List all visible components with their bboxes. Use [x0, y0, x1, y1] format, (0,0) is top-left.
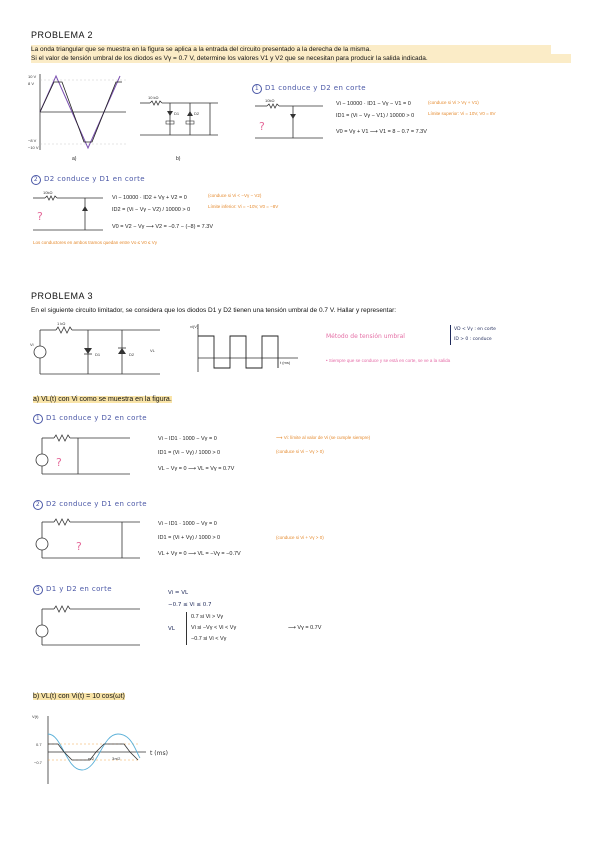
- p2-case1-note1: (conduce si Vi > Vγ + V1): [428, 100, 479, 105]
- method-note: • Siempre que se conduce y se está en corte, se ve a la salida: [326, 358, 451, 363]
- p2-case2-eq1: Vi − 10000 · ID2 + Vγ + V2 = 0: [112, 195, 187, 201]
- part-b-text: b) VL(t) con Vi(t) = 10 cos(ωt): [33, 693, 125, 700]
- p3-case3-piece1: 0.7 si Vi > Vγ: [191, 614, 224, 620]
- p2-case2-note1: (conduce si Vi < −Vγ − V2): [208, 193, 262, 198]
- limiter-vi-label: Vi: [30, 342, 34, 347]
- limiter-r-label: 1 kΩ: [57, 321, 66, 326]
- problema2-title: PROBLEMA 2: [31, 30, 94, 40]
- p3-case3-piecewise: [186, 612, 236, 645]
- part-a-text: a) VL(t) con Vi como se muestra en la figura.: [33, 396, 172, 403]
- p2-case2-note2: Límite inferior: Vi = −10V, V0 = −8V: [208, 204, 279, 209]
- method-rules: [450, 325, 496, 345]
- svg-text:?: ?: [76, 540, 82, 553]
- p2-case1-num: 1: [252, 84, 262, 94]
- p2-case2-r-label: 10kΩ: [43, 190, 53, 195]
- p3-case1-title-text: D1 conduce y D2 en corte: [46, 414, 147, 422]
- p3-case2-num: 2: [33, 500, 43, 510]
- p3-case3-vl: VL: [168, 626, 175, 632]
- p2-case1-eq2: ID1 = (Vi − Vγ − V1) / 10000 > 0: [336, 113, 415, 119]
- diode-d2: [118, 348, 126, 354]
- p3-case3-piece3: −0.7 si Vi < Vγ: [191, 636, 227, 642]
- method-line1: VD < Vγ : en corte: [454, 327, 496, 332]
- method-title: Método de tensión umbral: [326, 333, 405, 340]
- square-wave-trace: [198, 336, 278, 368]
- p2-case1-note2: Límite superior: Vi = 10V, V0 = 8V: [428, 111, 496, 116]
- p3-case3-eq1: Vi = VL: [168, 590, 189, 596]
- plot-ytick-top: 0.7: [36, 742, 42, 747]
- p3-case3-circuit: [34, 603, 144, 649]
- square-wave-ylabel: vi(V): [190, 324, 199, 329]
- figure-b-label: b): [176, 156, 181, 162]
- svg-text:?: ?: [56, 456, 62, 469]
- problema3-title: PROBLEMA 3: [31, 291, 94, 301]
- p3-case2-eq3: VL + Vγ = 0 ⟶ VL = −Vγ = −0.7V: [158, 551, 241, 557]
- p3-case1-note1: ⟶ Vi: límite al valor de Vi (se cumple siempre): [276, 435, 371, 440]
- square-wave-xlabel: t (ms): [280, 360, 291, 365]
- p2-case1-current-arrow: ?: [259, 120, 265, 133]
- limiter-d1-label: D1: [95, 352, 101, 357]
- p2-case2-note3: Los conductores en ambos tramos quedan entre Vo ≤ V0 ≤ Vγ: [33, 240, 158, 245]
- p3-case3-title-text: D1 y D2 en corte: [46, 585, 112, 593]
- p3-case2-circuit: [34, 516, 144, 562]
- p2-case1-eq1: Vi − 10000 · ID1 − Vγ − V1 = 0: [336, 101, 411, 107]
- p2-case2-eq2: ID2 = (Vi − Vγ − V2) / 10000 > 0: [112, 207, 191, 213]
- part-a-heading: [33, 396, 172, 403]
- diode-d1-symbol: [167, 111, 173, 116]
- resistor: [150, 101, 162, 105]
- plot-xtick-2: 3π/2: [112, 756, 121, 761]
- p3-case1-note2: (conduce si Vi − Vγ > 0): [276, 449, 324, 454]
- square-wave-input: [190, 322, 300, 374]
- limiter-circuit: [32, 322, 172, 378]
- circuit-d1-label: D1: [174, 111, 180, 116]
- svg-text:?: ?: [37, 210, 43, 223]
- plot-xtick-1: π/2: [88, 756, 95, 761]
- problema2-statement-line1: La onda triangular que se muestra en la figura se aplica a la entrada del circuito presentado a la derecha de la misma.: [31, 45, 551, 54]
- resistor-1k: [56, 327, 72, 333]
- p3-case3-title: [33, 585, 112, 595]
- diode-d2-symbol: [187, 111, 193, 116]
- circuit-figure-b: [140, 95, 220, 140]
- p3-case1-circuit: [34, 432, 134, 478]
- p2-case1-title: [252, 84, 366, 94]
- p3-case3-eq2: −0.7 ≤ Vi ≤ 0.7: [168, 602, 212, 608]
- p3-case1-num: 1: [33, 414, 43, 424]
- part-b-heading: [33, 693, 125, 700]
- wave-tick-8v: 8 V: [28, 81, 35, 86]
- p3-case3-piece2: Vi si −Vγ < Vi < Vγ: [191, 625, 237, 631]
- problema2-statement-line2: Si el valor de tensión umbral de los diodos es Vγ = 0.7 V, determine los valores V1 y V2 que se necesitan para producir la salida indicada.: [31, 54, 571, 63]
- p3-case1-eq3: VL − Vγ = 0 ⟶ VL = Vγ = 0.7V: [158, 466, 235, 472]
- p2-case2-num: 2: [31, 175, 41, 185]
- p3-case1-title: [33, 414, 147, 424]
- p3-case3-result: ⟶ Vγ = 0.7V: [288, 625, 322, 631]
- plot-xlabel: t (ms): [150, 750, 168, 757]
- vl-cosine-plot: [32, 712, 192, 787]
- method-line2: ID > 0 : conduce: [454, 337, 492, 342]
- p2-case1-title-text: D1 conduce y D2 en corte: [265, 84, 366, 92]
- wave-tick-minus10v: −10 V: [28, 145, 39, 150]
- p3-case3-num: 3: [33, 585, 43, 595]
- p2-case1-circuit: [255, 100, 325, 142]
- p3-case2-eq1: Vi − ID1 · 1000 − Vγ = 0: [158, 521, 217, 527]
- p3-case2-title: [33, 500, 147, 510]
- source-vi: [34, 346, 46, 358]
- diode-d1: [84, 348, 92, 354]
- p3-case2-title-text: D2 conduce y D1 en corte: [46, 500, 147, 508]
- figure-a-label: a): [72, 156, 77, 162]
- p2-case2-title: [31, 175, 145, 185]
- wave-tick-minus8v: −8 V: [28, 138, 37, 143]
- triangular-wave-figure: [28, 72, 128, 152]
- circuit-r-label: 10 kΩ: [148, 95, 159, 100]
- limiter-vl-label: VL: [150, 348, 155, 353]
- p2-case1-r-label: 10kΩ: [265, 98, 275, 103]
- plot-ylabel: V(t): [32, 714, 39, 719]
- circuit-d2-label: D2: [194, 111, 200, 116]
- p3-case2-note1: (conduce si Vi + Vγ > 0): [276, 535, 324, 540]
- p2-case2-title-text: D2 conduce y D1 en corte: [44, 175, 145, 183]
- p3-case1-eq2: ID1 = (Vi − Vγ) / 1000 > 0: [158, 450, 221, 456]
- p2-case2-eq3: V0 = V2 − Vγ ⟶ V2 = −0.7 − (−8) = 7.3V: [112, 224, 213, 230]
- p3-case1-eq1: Vi − ID1 · 1000 − Vγ = 0: [158, 436, 217, 442]
- problema3-statement: En el siguiente circuito limitador, se considera que los diodos D1 y D2 tienen una tensión umbral de 0.7 V. Hallar y representar:: [31, 307, 397, 314]
- p2-case1-eq3: V0 = Vγ + V1 ⟶ V1 = 8 − 0.7 = 7.3V: [336, 129, 427, 135]
- plot-ytick-bottom: −0.7: [34, 760, 42, 765]
- p2-case2-circuit: [33, 192, 105, 234]
- limiter-d2-label: D2: [129, 352, 135, 357]
- p3-case2-eq2: ID1 = (Vi + Vγ) / 1000 > 0: [158, 535, 221, 541]
- wave-tick-10v: 10 V: [28, 74, 37, 79]
